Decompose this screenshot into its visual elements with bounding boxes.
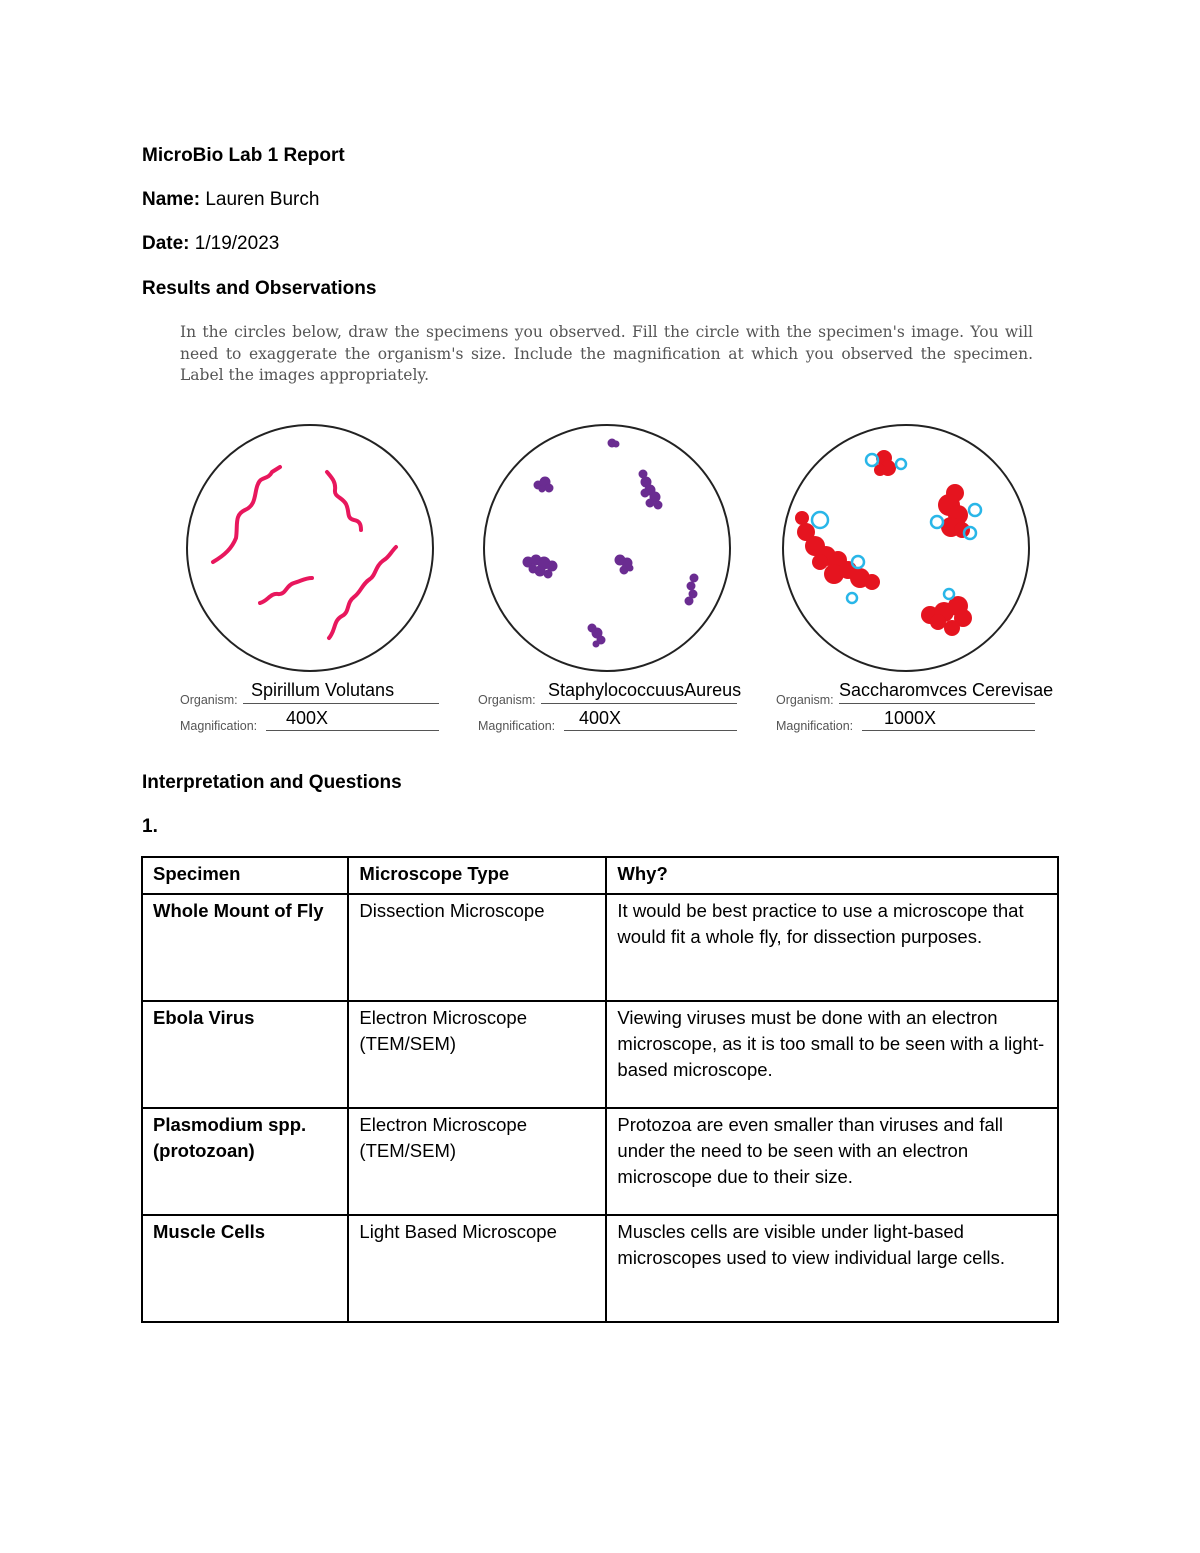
table-header-cell: Why?	[606, 857, 1058, 894]
table-cell-specimen: Whole Mount of Fly	[142, 894, 348, 1001]
date-line	[142, 233, 279, 255]
staph-cluster	[534, 477, 553, 492]
organism-value-1: Spirillum Volutans	[251, 680, 395, 700]
yeast-cell	[874, 450, 896, 476]
yeast-cell	[921, 596, 972, 636]
table-cell-specimen: Muscle Cells	[142, 1215, 348, 1322]
date-label: Date:	[142, 233, 190, 254]
staph-cluster	[615, 555, 633, 574]
magnification-value-3: 1000X	[884, 708, 937, 728]
table-cell-microscope: Dissection Microscope	[348, 894, 606, 1001]
spirillum-cell	[213, 467, 280, 562]
staph-cluster	[523, 555, 557, 578]
table-row	[142, 894, 1058, 1001]
organism-rule-1	[243, 703, 439, 704]
results-heading: Results and Observations	[142, 278, 377, 299]
magnification-value-1: 400X	[286, 708, 329, 728]
magnification-rule-3	[862, 730, 1035, 731]
organism-label-2: Organism:	[478, 693, 536, 707]
staph-cluster	[588, 624, 605, 647]
table-cell-why: Protozoa are even smaller than viruses and fall under the need to be seen with an electron microscope due to their size.	[606, 1108, 1058, 1215]
table-cell-why: Viewing viruses must be done with an electron microscope, as it is too small to be seen with a light-based microscope.	[606, 1001, 1058, 1108]
table-header-row	[142, 857, 1058, 894]
organism-rule-2	[541, 703, 737, 704]
specimen-circle-1	[187, 425, 433, 671]
table-cell-microscope: Electron Microscope (TEM/SEM)	[348, 1001, 606, 1108]
organism-label-3: Organism:	[776, 693, 834, 707]
name-line	[142, 189, 319, 211]
name-label: Name:	[142, 189, 201, 210]
spirillum-cell	[260, 578, 312, 603]
magnification-value-2: 400X	[579, 708, 622, 728]
yeast-cell	[795, 511, 880, 590]
organism-rule-3	[839, 703, 1035, 704]
question-number: 1.	[142, 816, 158, 837]
spirillum-cell	[329, 547, 396, 638]
organism-label-1: Organism:	[180, 693, 238, 707]
table-row	[142, 1001, 1058, 1108]
table-cell-microscope: Light Based Microscope	[348, 1215, 606, 1322]
instructions-text: In the circles below, draw the specimens you observed. Fill the circle with the specimen's image. You will need to exaggerate the organism's size. Include the magnification at which you observed the specimen. Label the images appropriately.	[180, 323, 1033, 384]
yeast-bud	[866, 454, 906, 469]
specimen-circle-2	[484, 425, 730, 671]
organism-value-2: StaphylococcuusAureus	[548, 680, 742, 700]
magnification-rule-1	[266, 730, 439, 731]
yeast-cell	[938, 484, 970, 538]
report-title: MicroBio Lab 1 Report	[142, 145, 345, 166]
table-row	[142, 1108, 1058, 1215]
yeast-bud	[931, 504, 981, 539]
table-cell-why: It would be best practice to use a microscope that would fit a whole fly, for dissection purposes.	[606, 894, 1058, 1001]
table-row	[142, 1215, 1058, 1322]
spirillum-cell	[327, 472, 361, 530]
table-cell-microscope: Electron Microscope (TEM/SEM)	[348, 1108, 606, 1215]
table-cell-specimen: Plasmodium spp. (protozoan)	[142, 1108, 348, 1215]
organism-value-3: Saccharomvces Cerevisae	[839, 680, 1054, 700]
magnification-rule-2	[564, 730, 737, 731]
yeast-bud	[812, 512, 864, 603]
magnification-label-2: Magnification:	[478, 719, 556, 733]
table-cell-why: Muscles cells are visible under light-based microscopes used to view individual large cells.	[606, 1215, 1058, 1322]
staph-cluster	[639, 470, 662, 509]
specimen-circle-3	[783, 425, 1029, 671]
yeast-bud	[944, 589, 954, 599]
table-cell-specimen: Ebola Virus	[142, 1001, 348, 1108]
name-value: Lauren Burch	[205, 189, 320, 210]
interpretation-heading: Interpretation and Questions	[142, 772, 402, 793]
table-header-cell: Microscope Type	[348, 857, 606, 894]
microscope-table	[141, 856, 1059, 1323]
staph-cluster	[608, 439, 619, 447]
date-value: 1/19/2023	[194, 233, 280, 254]
magnification-label-1: Magnification:	[180, 719, 258, 733]
magnification-label-3: Magnification:	[776, 719, 854, 733]
table-header-cell: Specimen	[142, 857, 348, 894]
staph-cluster	[685, 574, 698, 605]
